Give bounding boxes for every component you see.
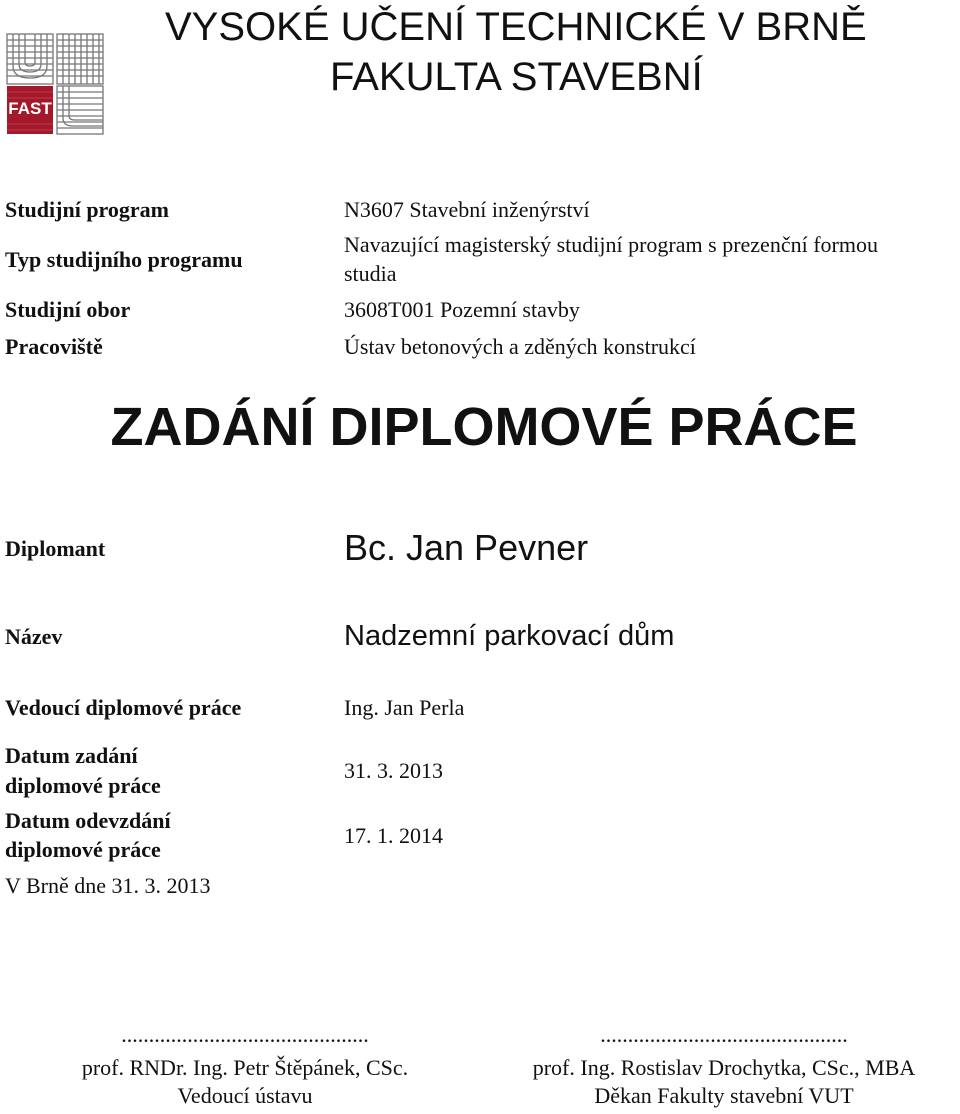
field-label: Studijní obor <box>5 297 131 322</box>
thesis-name-value: Nadzemní parkovací dům <box>344 620 675 652</box>
right-signatory-role: Děkan Fakulty stavební VUT <box>594 1083 854 1108</box>
field-value: 3608T001 Pozemní stavby <box>344 297 580 322</box>
workplace-value: Ústav betonových a zděných konstrukcí <box>344 334 696 359</box>
assigned-value: 31. 3. 2013 <box>344 758 443 783</box>
submission-label-line1: Datum odevzdání <box>5 808 171 833</box>
assigned-label-line1: Datum zadání <box>5 743 138 768</box>
university-name: VYSOKÉ UČENÍ TECHNICKÉ V BRNĚ <box>165 5 867 49</box>
program-type-value-line1: Navazující magisterský studijní program s prezenční formou <box>344 232 878 257</box>
study-program-label: Studijní program <box>5 197 170 222</box>
supervisor-value: Ing. Jan Perla <box>344 695 465 720</box>
study-program-value: N3607 Stavební inženýrství <box>344 197 590 222</box>
left-signatory-name: prof. RNDr. Ing. Petr Štěpánek, CSc. <box>81 1055 409 1080</box>
workplace-label: Pracoviště <box>5 334 103 359</box>
submission-label-line2: diplomové práce <box>5 837 161 862</box>
right-signature-dots: ............................................. <box>600 1022 848 1047</box>
document-title: ZADÁNÍ DIPLOMOVÉ PRÁCE <box>110 397 858 457</box>
student-value: Bc. Jan Pevner <box>344 527 589 568</box>
place-date: V Brně dne 31. 3. 2013 <box>5 873 211 898</box>
program-type-value-line2: studia <box>344 261 397 286</box>
supervisor-label: Vedoucí diplomové práce <box>5 695 242 720</box>
student-label: Diplomant <box>5 536 106 561</box>
assigned-label-line2: diplomové práce <box>5 773 161 798</box>
faculty-name: FAKULTA STAVEBNÍ <box>330 55 703 99</box>
faculty-logo <box>5 32 105 136</box>
left-signature-dots: ............................................. <box>121 1022 369 1047</box>
left-signatory-role: Vedoucí ústavu <box>177 1083 313 1108</box>
logo-text: FAST <box>8 99 52 118</box>
right-signatory-name: prof. Ing. Rostislav Drochytka, CSc., MBA <box>532 1055 916 1080</box>
program-type-label: Typ studijního programu <box>5 247 243 272</box>
submission-value: 17. 1. 2014 <box>344 823 443 848</box>
thesis-name-label: Název <box>5 624 63 649</box>
